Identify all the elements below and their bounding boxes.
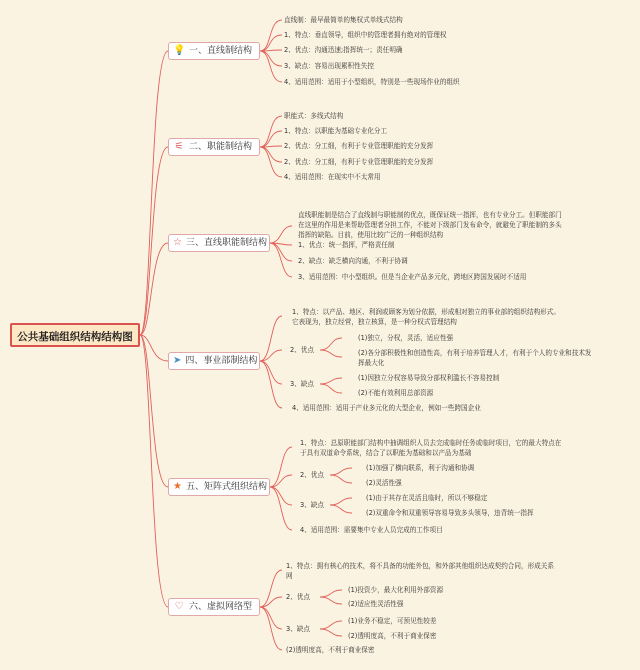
leaf-text: (1)加强了横向联系，利于沟通和协调 (366, 464, 475, 472)
leaf-text: (2)各分部积极性和创造性高，有利于培养管理人才，有利于个人的专业和技术发挥最大化 (358, 349, 592, 367)
lightbulb-icon: 💡 (173, 45, 186, 56)
leaf-text: (2)不能有效利用总部资源 (358, 389, 434, 397)
branch-label: 四、事业部制结构 (185, 356, 258, 366)
leaf-text: 1、特点：垂直领导，组织中的管理者拥有绝对的管理权 (284, 31, 447, 39)
leaf-text: 职能式：多线式结构 (284, 112, 344, 120)
branch-label: 五、矩阵式组织结构 (185, 482, 267, 492)
branch-line-functional-structure[interactable] (168, 234, 270, 252)
leaf-text: 4、适用范围：适用于小型组织，特别是一些现场作业的组织 (284, 78, 460, 86)
branch-label: 三、直线职能制结构 (185, 238, 267, 248)
leaf-text: 2、优点 (300, 471, 324, 479)
leaf-text: 2、优点：分工细，有利于专业管理职能的充分发挥 (284, 142, 434, 150)
leaf-text: 2、优点 (286, 593, 310, 601)
branch-label: 二、职能制结构 (189, 142, 253, 152)
star-outline-icon: ☆ (173, 237, 182, 248)
leaf-text: (2)适应性灵活性强 (348, 600, 404, 608)
leaf-text: (1)独立，分权，灵活，适应性强 (358, 334, 454, 342)
star-filled-icon: ★ (173, 481, 182, 492)
paper-plane-icon: ➤ (173, 355, 182, 366)
leaf-text: (2)透明度高，不利于商业保密 (348, 632, 437, 640)
branch-matrix-structure[interactable] (168, 478, 270, 496)
leaf-text: 3、适用范围：中小型组织。但是当企业产品多元化，跨地区跨国发展时不适用 (298, 273, 527, 281)
heart-outline-icon: ♡ (174, 601, 184, 612)
leaf-text: (2)双重命令和双重领导容易导致多头领导，违背统一指挥 (366, 509, 534, 517)
leaf-text: 4、适用范围：适用于产业多元化的大型企业，例如一些跨国企业 (292, 404, 481, 412)
branch-label: 六、虚拟网络型 (189, 602, 253, 612)
leaf-text: 1、特点：以职能为基础专业化分工 (284, 127, 388, 135)
leaf-text: 2、优点：沟通迅速;指挥统一；责任明确 (284, 46, 403, 54)
leaf-text: 4、适用范围：在现实中不太常用 (284, 173, 381, 181)
leaf-text: 3、缺点 (300, 501, 324, 509)
branch-divisional-structure[interactable] (168, 352, 260, 370)
leaf-text: 2、缺点：缺乏横向沟通，不利于协调 (298, 257, 408, 265)
leaf-text: 3、缺点 (290, 380, 314, 388)
leaf-text: 1、特点：以产品、地区、利润或顾客为划分依据，形成相对独立的事业部的组织结构形式。它表现为，独立经营，独立核算，是一种分权式管理结构 (292, 308, 560, 326)
branch-virtual-network[interactable] (168, 598, 260, 616)
leaf-text: 4、适用范围：需要集中专业人员完成的工作项目 (300, 526, 443, 534)
leaf-text: (1)由于其存在灵活且临时，所以不够稳定 (366, 494, 488, 502)
branch-functional-structure[interactable] (168, 138, 260, 156)
leaf-text: 1、特点：总原职能部门结构中抽调组织人员去完成临时任务或临时项目，它的最大特点在于具有双道命令系统，结合了以职能为基础和以产品为基础 (300, 439, 562, 457)
branch-label: 一、直线制结构 (189, 46, 253, 56)
leaf-text: 3、缺点 (286, 625, 310, 633)
magic-wand-icon: ⚟ (174, 141, 184, 152)
leaf-text: (2)透明度高，不利于商业保密 (286, 646, 375, 654)
branch-line-structure[interactable] (168, 42, 260, 60)
leaf-text: 2、优点 (290, 346, 314, 354)
leaf-text: 2、优点：分工细，有利于专业管理职能的充分发挥 (284, 158, 434, 166)
leaf-text: 直线职能制是结合了直线制与职能制的优点，既保证统一指挥，也有专业分工。但职能部门在这里的作用是来帮助管理者分担工作，不能对下级部门发布命令，就避免了职能制的多头指挥的缺陷。目前，使用比较广泛的一种组织结构 (298, 211, 562, 239)
leaf-text: (1)投资少，最大化利用外部资源 (348, 586, 444, 594)
leaf-text: 3、缺点：容易出现累积性失控 (284, 62, 374, 70)
leaf-text: 1、特点：拥有核心的技术，将不具备的功能外包，和外部其他组织达成契约合同，形成关系网 (286, 562, 554, 580)
leaf-text: 1、优点：统一指挥，严格责任制 (298, 241, 395, 249)
leaf-text: 直线制：最早最简单的集权式单线式结构 (284, 16, 403, 24)
leaf-text: (2)灵活性强 (366, 479, 402, 487)
leaf-text: (1)业务不稳定，可预见性较差 (348, 617, 437, 625)
leaf-text: (1)因独立分权容易导致分部权利滥长不容易控制 (358, 374, 500, 382)
root-topic[interactable]: 公共基础组织结构结构图 (10, 323, 140, 347)
